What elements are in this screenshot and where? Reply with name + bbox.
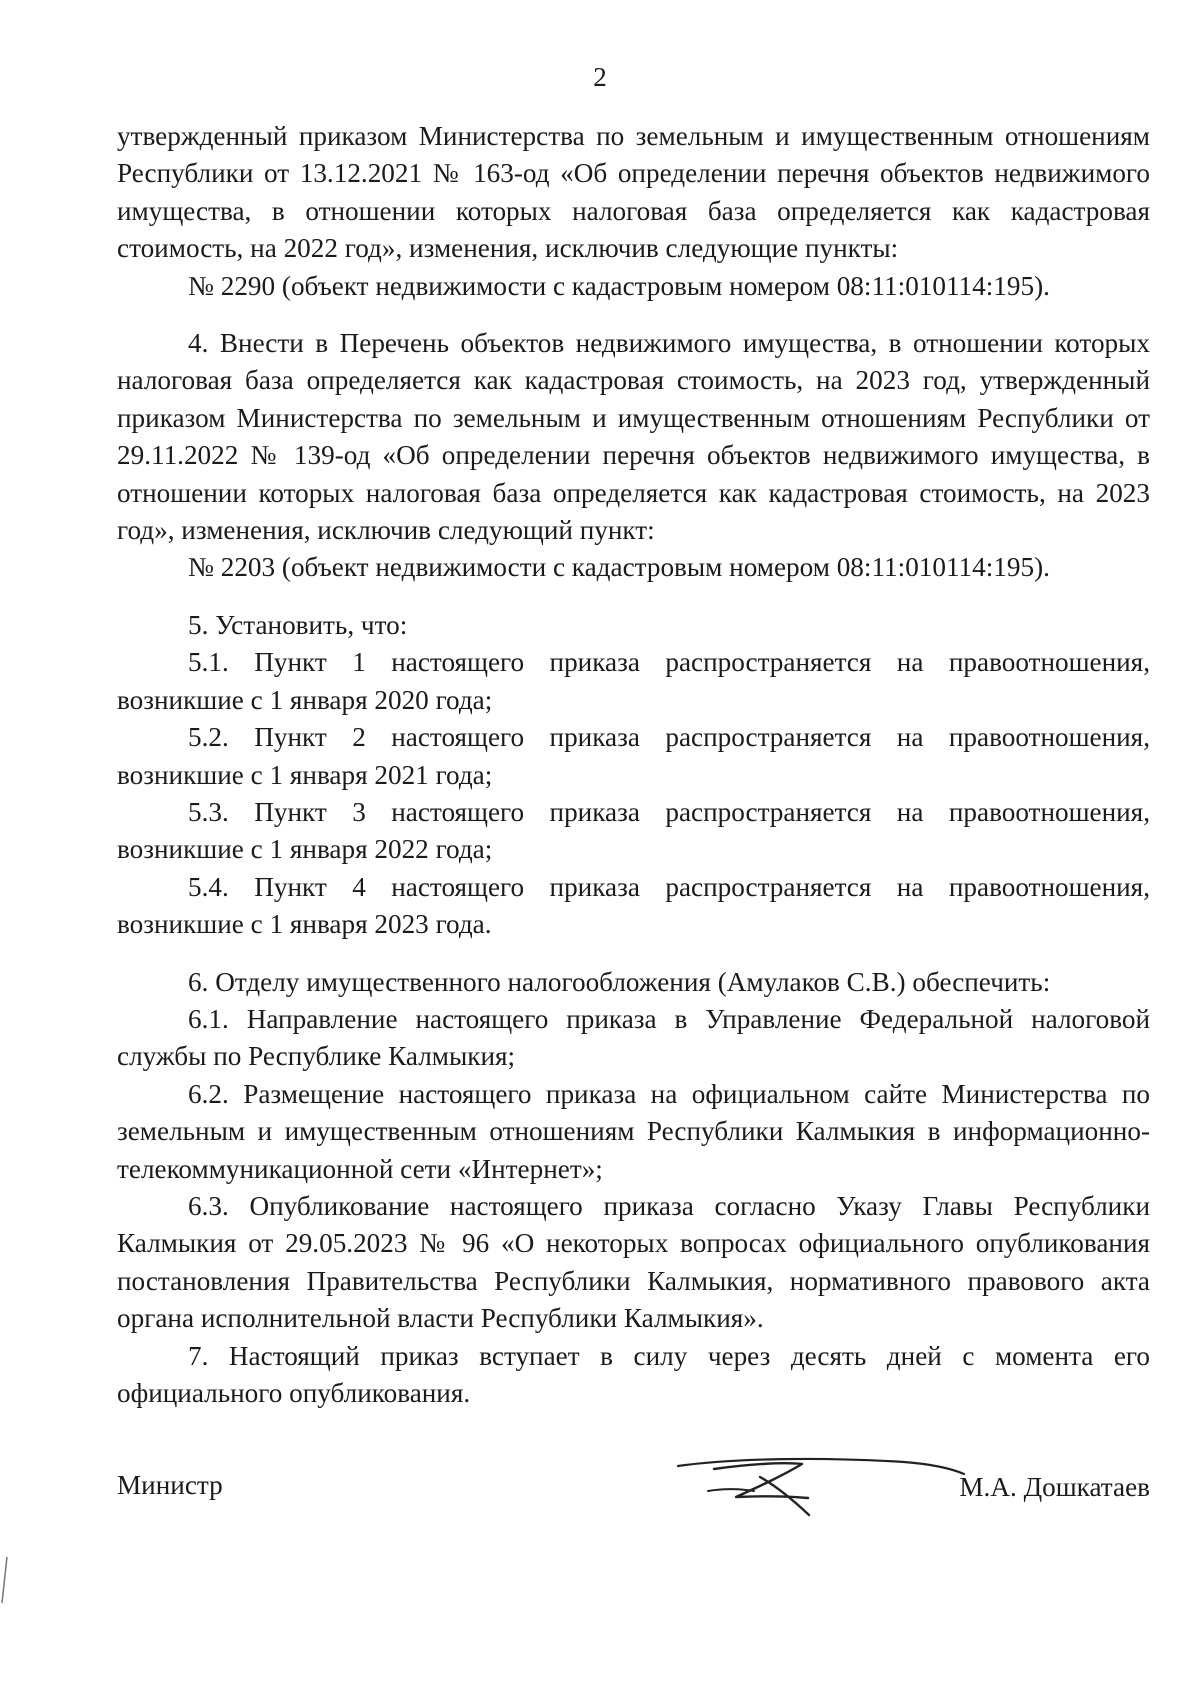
paragraph-item-5-3: 5.3. Пункт 3 настоящего приказа распространяется на правоотношения, возникшие с 1 января 2022 года; — [117, 796, 1150, 865]
signatory-role: Министр — [117, 1470, 223, 1500]
paragraph-item-4: 4. Внести в Перечень объектов недвижимого имущества, в отношении которых налоговая база определяется как кадастровая стоимость, на 2023 год, утвержденный приказом Министерства по земельным и имущественным отношениям Республики от 29.11.2022 № 139-од «Об определении перечня объектов недвижимого имущества, в отношении которых налоговая база определяется как кадастровая стоимость, на 2023 год», изменения, исключив следующий пункт: — [117, 328, 1150, 546]
document-body — [117, 118, 1150, 1412]
signature-block — [117, 1445, 1150, 1525]
paragraph-continuation: утвержденный приказом Министерства по земельным и имущественным отношениям Республики от 13.12.2021 № 163-од «Об определении перечня объектов недвижимого имущества, в отношении которых налоговая база определяется как кадастровая стоимость, на 2022 год», изменения, исключив следующие пункты: — [117, 121, 1150, 264]
paragraph-item-6-2: 6.2. Размещение настоящего приказа на официальном сайте Министерства по земельным и имущественным отношениям Республики Калмыкия в информационно-телекоммуникационной сети «Интернет»; — [117, 1078, 1150, 1184]
paragraph-excluded-item-2203: № 2203 (объект недвижимости с кадастровым номером 08:11:010114:195). — [188, 552, 1050, 583]
handwritten-signature — [674, 1445, 966, 1520]
page-number: 2 — [593, 62, 607, 92]
paragraph-item-5: 5. Установить, что: — [188, 609, 408, 640]
paragraph-item-5-4: 5.4. Пункт 4 настоящего приказа распространяется на правоотношения, возникшие с 1 января 2023 года. — [117, 871, 1150, 940]
paragraph-item-7: 7. Настоящий приказ вступает в силу через десять дней с момента его официального опубликования. — [117, 1340, 1150, 1408]
signatory-name: М.А. Дошкатаев — [959, 1472, 1150, 1502]
paragraph-item-6-3: 6.3. Опубликование настоящего приказа согласно Указу Главы Республики Калмыкия от 29.05.2023 № 96 «О некоторых вопросах официального опубликования постановления Правительства Республики Калмыкия, нормативного правового акта органа исполнительной власти Республики Калмыкия». — [117, 1190, 1150, 1334]
paragraph-excluded-item-2290: № 2290 (объект недвижимости с кадастровым номером 08:11:010114:195). — [188, 270, 1050, 301]
paragraph-item-6-1: 6.1. Направление настоящего приказа в Управление Федеральной налоговой службы по Республике Калмыкия; — [117, 1003, 1150, 1072]
paragraph-item-5-1: 5.1. Пункт 1 настоящего приказа распространяется на правоотношения, возникшие с 1 января 2020 года; — [117, 647, 1150, 715]
margin-mark — [0, 1555, 10, 1605]
paragraph-item-5-2: 5.2. Пункт 2 настоящего приказа распространяется на правоотношения, возникшие с 1 января 2021 года; — [117, 722, 1150, 790]
paragraph-item-6: 6. Отделу имущественного налогообложения (Амулаков С.В.) обеспечить: — [188, 966, 1051, 997]
